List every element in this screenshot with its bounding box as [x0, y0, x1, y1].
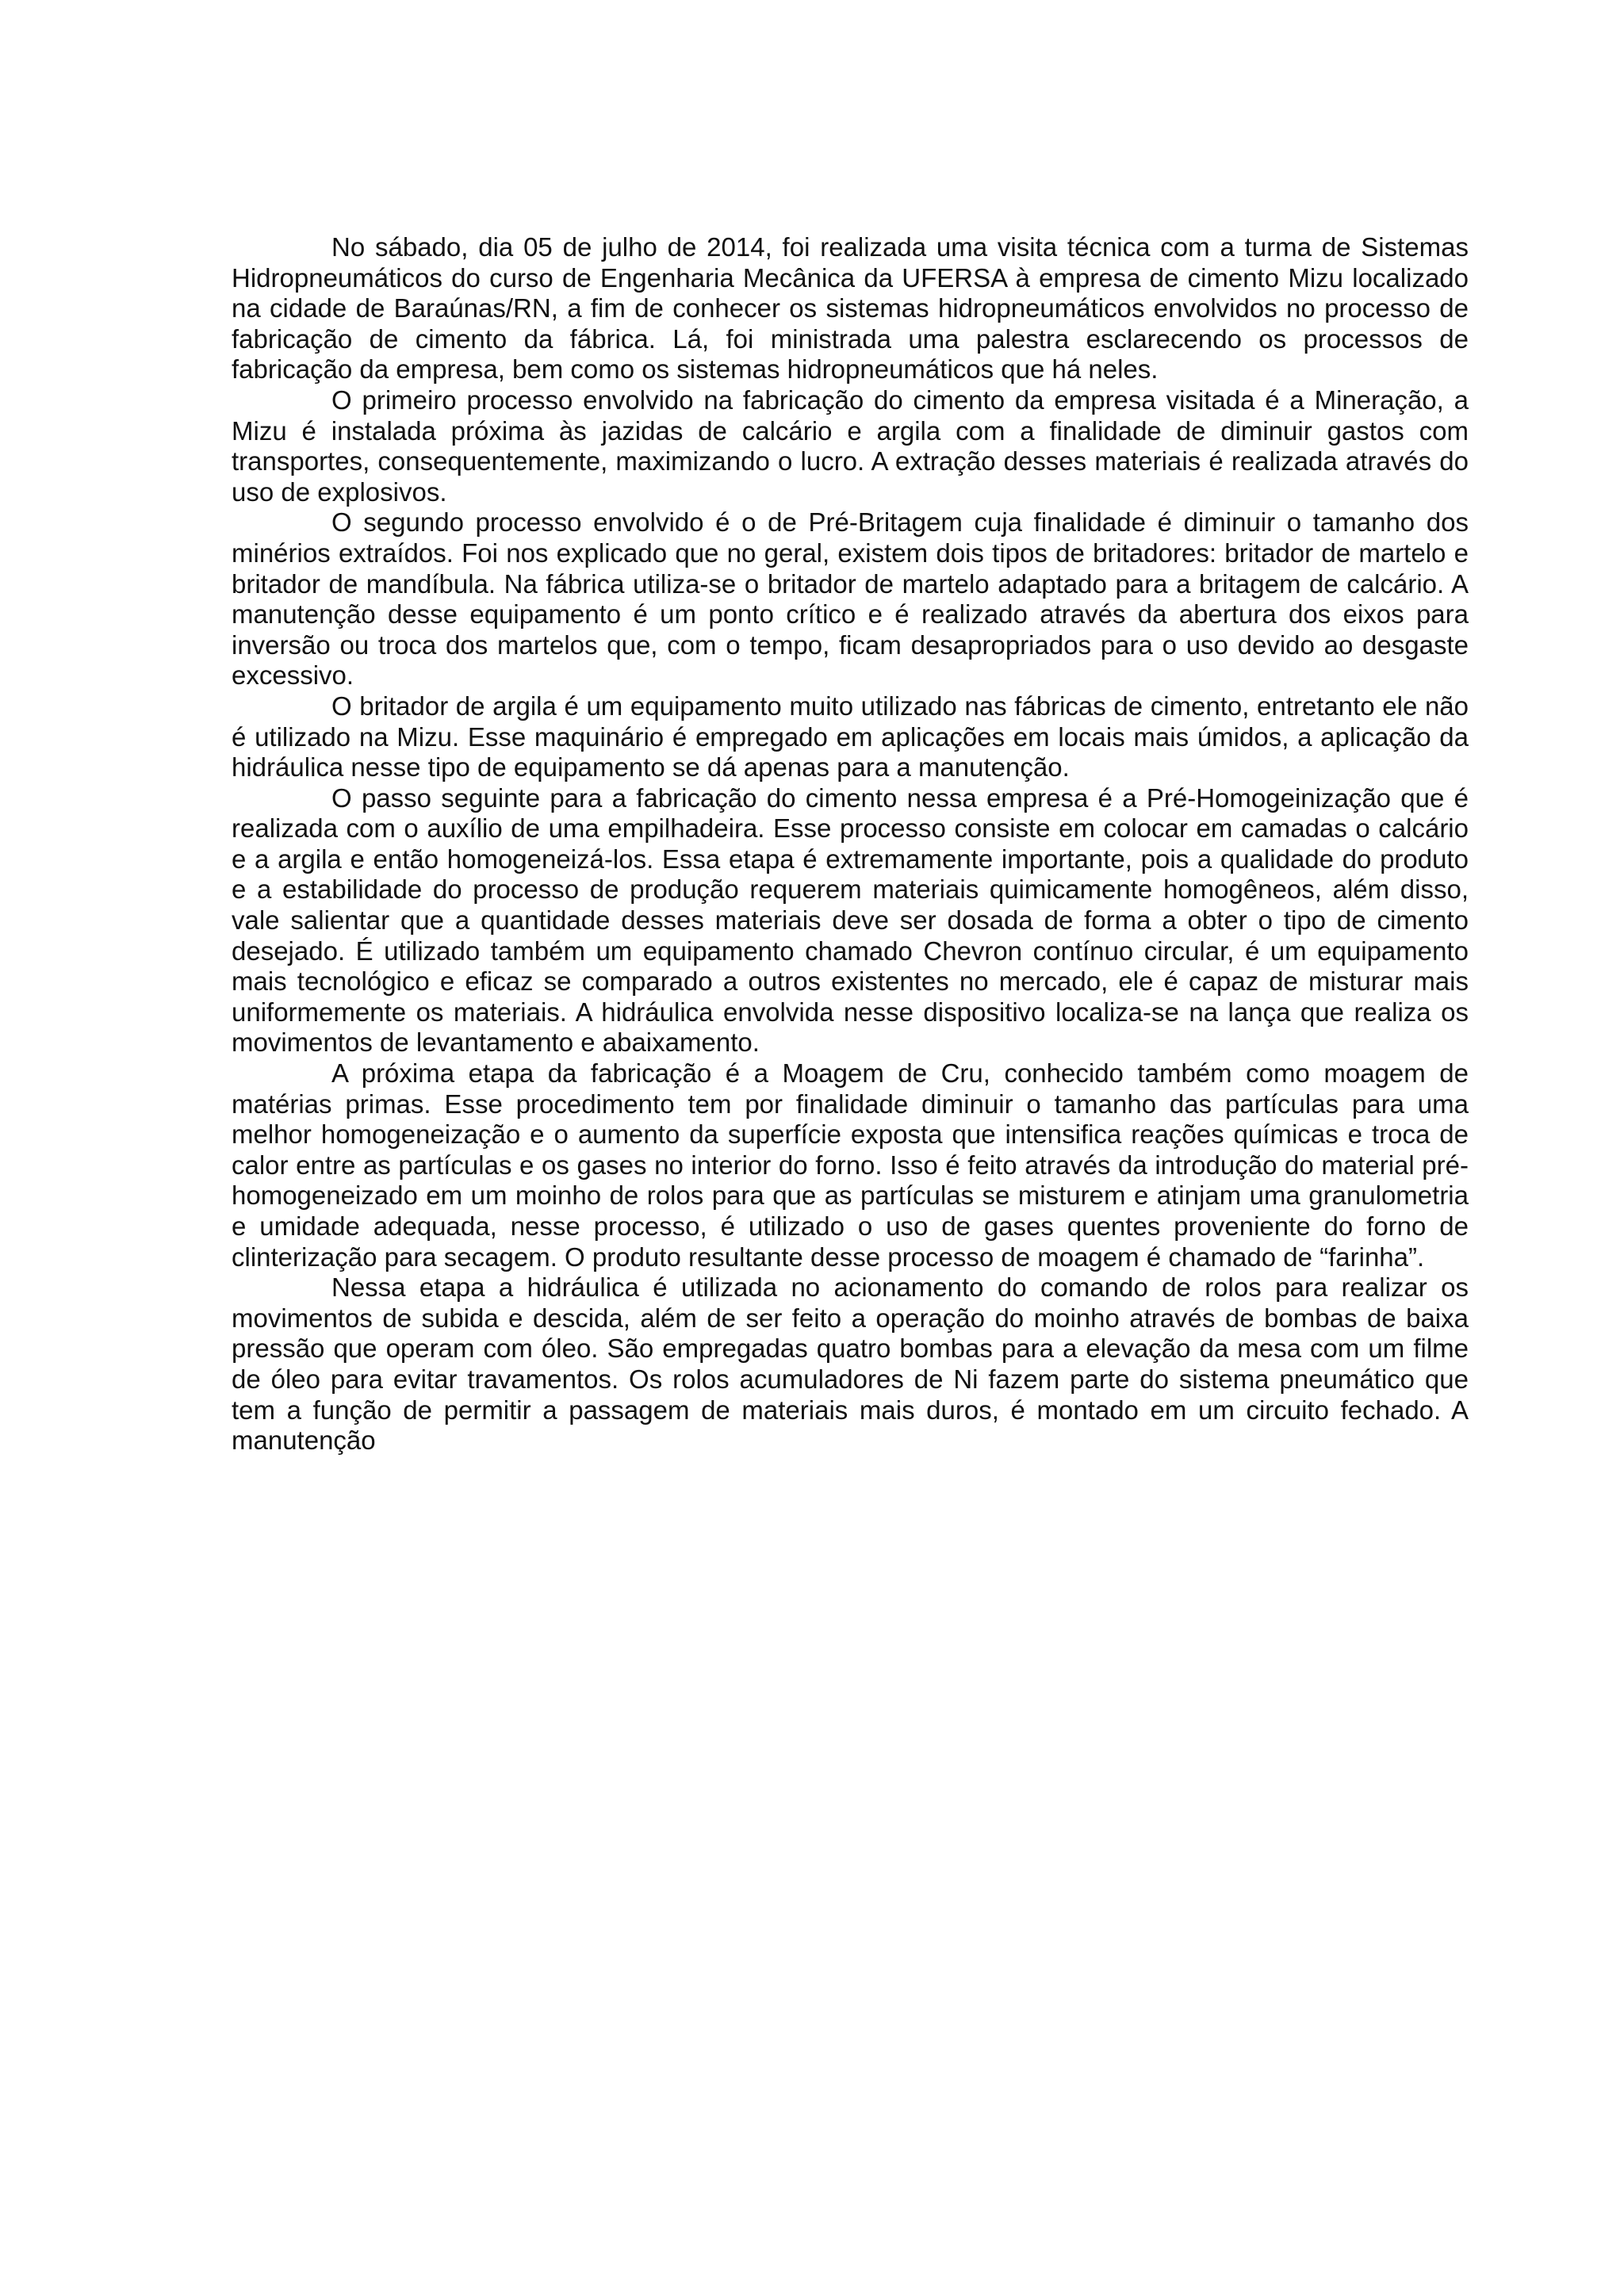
- paragraph-hydraulics: Nessa etapa a hidráulica é utilizada no acionamento do comando de rolos para realizar os movimentos de subida e descida, além de ser feito a operação do moinho através de bombas de baixa pressão que operam com óleo. São empregadas quatro bombas para a elevação da mesa com um filme de óleo para evitar travamentos. Os rolos acumuladores de Ni fazem parte do sistema pneumático que tem a função de permitir a passagem de materiais mais duros, é montado em um circuito fechado. A manutenção: [232, 1272, 1469, 1456]
- paragraph-raw-grinding: A próxima etapa da fabricação é a Moagem de Cru, conhecido também como moagem de matérias primas. Esse procedimento tem por finalidade diminuir o tamanho das partículas para uma melhor homogeneização e o aumento da superfície exposta que intensifica reações químicas e troca de calor entre as partículas e os gases no interior do forno. Isso é feito através da introdução do material pré-homogeneizado em um moinho de rolos para que as partículas se misturem e atinjam uma granulometria e umidade adequada, nesse processo, é utilizado o uso de gases quentes proveniente do forno de clinterização para secagem. O produto resultante desse processo de moagem é chamado de “farinha”.: [232, 1058, 1469, 1272]
- paragraph-visit-intro: No sábado, dia 05 de julho de 2014, foi realizada uma visita técnica com a turma de Sistemas Hidropneumáticos do curso de Engenharia Mecânica da UFERSA à empresa de cimento Mizu localizado na cidade de Baraúnas/RN, a fim de conhecer os sistemas hidropneumáticos envolvidos no processo de fabricação de cimento da fábrica. Lá, foi ministrada uma palestra esclarecendo os processos de fabricação da empresa, bem como os sistemas hidropneumáticos que há neles.: [232, 232, 1469, 385]
- paragraph-mining: O primeiro processo envolvido na fabricação do cimento da empresa visitada é a Mineração, a Mizu é instalada próxima às jazidas de calcário e argila com a finalidade de diminuir gastos com transportes, consequentemente, maximizando o lucro. A extração desses materiais é realizada através do uso de explosivos.: [232, 385, 1469, 507]
- paragraph-pre-homogenization: O passo seguinte para a fabricação do cimento nessa empresa é a Pré-Homogeinização que é realizada com o auxílio de uma empilhadeira. Esse processo consiste em colocar em camadas o calcário e a argila e então homogeneizá-los. Essa etapa é extremamente importante, pois a qualidade do produto e a estabilidade do processo de produção requerem materiais quimicamente homogêneos, além disso, vale salientar que a quantidade desses materiais deve ser dosada de forma a obter o tipo de cimento desejado. É utilizado também um equipamento chamado Chevron contínuo circular, é um equipamento mais tecnológico e eficaz se comparado a outros existentes no mercado, ele é capaz de misturar mais uniformemente os materiais. A hidráulica envolvida nesse dispositivo localiza-se na lança que realiza os movimentos de levantamento e abaixamento.: [232, 783, 1469, 1058]
- paragraph-pre-crushing: O segundo processo envolvido é o de Pré-Britagem cuja finalidade é diminuir o tamanho dos minérios extraídos. Foi nos explicado que no geral, existem dois tipos de britadores: britador de martelo e britador de mandíbula. Na fábrica utiliza-se o britador de martelo adaptado para a britagem de calcário. A manutenção desse equipamento é um ponto crítico e é realizado através da abertura dos eixos para inversão ou troca dos martelos que, com o tempo, ficam desapropriados para o uso devido ao desgaste excessivo.: [232, 507, 1469, 691]
- paragraph-clay-crusher: O britador de argila é um equipamento muito utilizado nas fábricas de cimento, entretanto ele não é utilizado na Mizu. Esse maquinário é empregado em aplicações em locais mais úmidos, a aplicação da hidráulica nesse tipo de equipamento se dá apenas para a manutenção.: [232, 691, 1469, 783]
- body-text: [232, 232, 1469, 1456]
